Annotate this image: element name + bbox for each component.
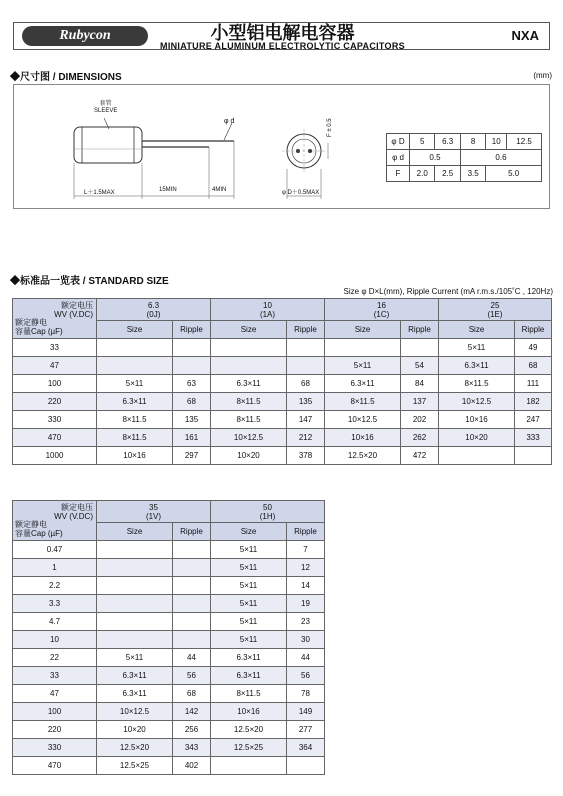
ripple-cell: 161	[173, 429, 211, 447]
voltage-code: (1H)	[259, 511, 276, 521]
capacitance-en: 容量Cap (µF)	[15, 529, 63, 538]
size-cell	[211, 757, 287, 775]
capacitance-cell: 470	[13, 757, 97, 775]
ripple-cell: 378	[287, 447, 325, 465]
rated-voltage-cn: 额定电压	[61, 503, 93, 512]
ripple-cell	[287, 757, 325, 775]
size-cell: 6.3×11	[97, 685, 173, 703]
capacitance-cell: 220	[13, 721, 97, 739]
size-cell	[211, 357, 287, 375]
capacitance-cell: 47	[13, 357, 97, 375]
rated-voltage-cn: 额定电压	[61, 301, 93, 310]
ripple-column-header: Ripple	[173, 321, 211, 339]
size-column-header: Size	[97, 321, 173, 339]
dim-cell: 0.5	[410, 150, 461, 166]
sleeve-label	[94, 101, 117, 115]
size-cell: 10×12.5	[439, 393, 515, 411]
size-column-header: Size	[211, 321, 287, 339]
pitch-label: F ± 0.5	[327, 118, 333, 137]
voltage-code: (1C)	[373, 309, 390, 319]
dim-cell: 6.3	[435, 134, 460, 150]
table-row	[13, 703, 325, 721]
capacitance-cell: 33	[13, 667, 97, 685]
ripple-cell: 56	[287, 667, 325, 685]
capacitance-cell: 220	[13, 393, 97, 411]
page-header	[13, 22, 550, 50]
dimensions-unit: (mm)	[533, 71, 552, 80]
rated-voltage-en: WV (V.DC)	[54, 512, 93, 521]
dim-cell: 12.5	[507, 134, 542, 150]
ripple-cell: 19	[287, 595, 325, 613]
ripple-cell	[173, 339, 211, 357]
capacitance-cell: 0.47	[13, 541, 97, 559]
table-row	[13, 541, 325, 559]
ripple-cell: 256	[173, 721, 211, 739]
capacitance-cn: 额定静电	[15, 318, 47, 327]
size-cell: 10×16	[97, 447, 173, 465]
ripple-cell: 135	[287, 393, 325, 411]
dimensions-heading: ◆尺寸图 / DIMENSIONS	[10, 72, 122, 83]
standard-size-note: Size φ D×L(mm), Ripple Current (mA r.m.s./105˚C , 120Hz)	[343, 287, 553, 296]
table-row	[13, 667, 325, 685]
size-cell: 10×20	[97, 721, 173, 739]
size-cell: 6.3×11	[97, 393, 173, 411]
ripple-cell: 297	[173, 447, 211, 465]
corner-header	[13, 299, 97, 339]
capacitance-cell: 22	[13, 649, 97, 667]
size-cell: 5×11	[325, 357, 401, 375]
table-row	[13, 357, 552, 375]
ripple-cell: 147	[287, 411, 325, 429]
dim-row-F	[387, 166, 542, 182]
standard-size-heading: ◆标准品一览表 / STANDARD SIZE	[10, 276, 169, 287]
ripple-cell	[401, 339, 439, 357]
size-cell: 10×12.5	[211, 429, 287, 447]
size-cell: 8×11.5	[439, 375, 515, 393]
capacitance-cell: 2.2	[13, 577, 97, 595]
standard-size-table-1	[12, 298, 552, 465]
size-cell: 5×11	[211, 541, 287, 559]
ripple-cell: 402	[173, 757, 211, 775]
table-row	[13, 375, 552, 393]
capacitance-cell: 100	[13, 375, 97, 393]
ripple-cell: 78	[287, 685, 325, 703]
dimension-table	[386, 133, 542, 182]
ripple-cell	[173, 595, 211, 613]
length-label: L＋1.5MAX	[84, 190, 115, 196]
ripple-cell	[515, 447, 552, 465]
title-english: MINIATURE ALUMINUM ELECTROLYTIC CAPACITORS	[160, 41, 405, 51]
capacitance-cell: 330	[13, 411, 97, 429]
voltage-code: (1E)	[487, 309, 503, 319]
size-cell: 10×16	[439, 411, 515, 429]
table-row	[13, 447, 552, 465]
ripple-cell: 30	[287, 631, 325, 649]
voltage-value: 50	[263, 502, 272, 512]
table-row	[13, 649, 325, 667]
ripple-cell: 472	[401, 447, 439, 465]
dim-cell: 5.0	[486, 166, 542, 182]
ripple-cell: 212	[287, 429, 325, 447]
capacitance-cell: 47	[13, 685, 97, 703]
voltage-header-row	[13, 299, 552, 321]
size-cell: 8×11.5	[97, 429, 173, 447]
size-cell: 6.3×11	[97, 667, 173, 685]
voltage-value: 35	[149, 502, 158, 512]
size-cell: 6.3×11	[211, 667, 287, 685]
size-cell: 5×11	[97, 649, 173, 667]
size-cell	[97, 595, 173, 613]
size-cell: 10×20	[439, 429, 515, 447]
voltage-value: 16	[377, 300, 386, 310]
dim-label: φ D	[387, 134, 410, 150]
capacitance-cell: 1	[13, 559, 97, 577]
size-cell	[439, 447, 515, 465]
size-cell	[97, 357, 173, 375]
ripple-cell: 247	[515, 411, 552, 429]
ripple-cell	[287, 357, 325, 375]
table-row	[13, 339, 552, 357]
size-cell: 5×11	[211, 595, 287, 613]
size-cell	[97, 541, 173, 559]
rated-voltage-label	[54, 301, 93, 319]
ripple-cell: 12	[287, 559, 325, 577]
size-cell: 12.5×25	[97, 757, 173, 775]
dim-cell: 2.0	[410, 166, 435, 182]
capacitance-cell: 470	[13, 429, 97, 447]
dim-cell: 2.5	[435, 166, 460, 182]
rated-voltage-label	[54, 503, 93, 521]
rated-voltage-en: WV (V.DC)	[54, 310, 93, 319]
size-cell: 6.3×11	[211, 375, 287, 393]
size-cell: 12.5×20	[97, 739, 173, 757]
voltage-header	[97, 501, 211, 523]
ripple-cell: 14	[287, 577, 325, 595]
size-cell: 6.3×11	[211, 649, 287, 667]
size-cell: 5×11	[211, 631, 287, 649]
dim-cell: 8	[460, 134, 485, 150]
capacitance-cell: 10	[13, 631, 97, 649]
voltage-value: 25	[490, 300, 500, 310]
size-cell: 5×11	[211, 613, 287, 631]
ripple-cell: 63	[173, 375, 211, 393]
ripple-cell: 142	[173, 703, 211, 721]
rubycon-logo: Rubycon	[22, 26, 148, 46]
size-cell: 5×11	[97, 375, 173, 393]
ripple-cell	[287, 339, 325, 357]
dim-cell: 3.5	[460, 166, 485, 182]
dim-row-phiD	[387, 134, 542, 150]
size-cell: 8×11.5	[97, 411, 173, 429]
size-cell	[97, 559, 173, 577]
table-row	[13, 559, 325, 577]
ripple-cell: 84	[401, 375, 439, 393]
lead-length-label: 15MIN	[159, 187, 177, 193]
diameter-label: φ D＋0.5MAX	[282, 190, 320, 196]
sleeve-label-en: SLEEVE	[94, 108, 118, 114]
size-cell: 8×11.5	[211, 393, 287, 411]
ripple-cell: 68	[173, 393, 211, 411]
ripple-cell	[173, 631, 211, 649]
corner-header	[13, 501, 97, 541]
ripple-cell	[173, 559, 211, 577]
voltage-value: 6.3	[147, 300, 160, 310]
dim-cell: 5	[410, 134, 435, 150]
dim-label: φ d	[387, 150, 410, 166]
size-cell: 10×12.5	[325, 411, 401, 429]
ripple-cell: 44	[173, 649, 211, 667]
size-cell: 5×11	[439, 339, 515, 357]
ripple-column-header: Ripple	[287, 523, 325, 541]
voltage-value: 10	[263, 300, 272, 310]
table-row	[13, 595, 325, 613]
size-cell	[97, 339, 173, 357]
ripple-cell	[173, 577, 211, 595]
series-code: NXA	[511, 28, 539, 43]
size-column-header: Size	[325, 321, 401, 339]
size-column-header: Size	[439, 321, 515, 339]
size-cell: 5×11	[211, 559, 287, 577]
ripple-cell: 135	[173, 411, 211, 429]
voltage-header	[325, 299, 439, 321]
ripple-cell: 68	[173, 685, 211, 703]
lead-diameter-label: φ d	[224, 118, 235, 125]
size-cell: 6.3×11	[325, 375, 401, 393]
capacitance-label	[15, 520, 63, 538]
table-row	[13, 721, 325, 739]
size-cell: 8×11.5	[211, 411, 287, 429]
table-row	[13, 429, 552, 447]
size-cell: 10×16	[211, 703, 287, 721]
voltage-header	[97, 299, 211, 321]
ripple-cell: 54	[401, 357, 439, 375]
ripple-cell: 7	[287, 541, 325, 559]
size-column-header: Size	[211, 523, 287, 541]
ripple-cell: 149	[287, 703, 325, 721]
table-row	[13, 685, 325, 703]
ripple-cell: 202	[401, 411, 439, 429]
size-cell	[97, 631, 173, 649]
dim-label: F	[387, 166, 410, 182]
capacitance-label	[15, 318, 63, 336]
dim-row-phid	[387, 150, 542, 166]
standard-size-table-2	[12, 500, 325, 775]
voltage-code: (1A)	[259, 309, 276, 319]
voltage-header	[211, 501, 325, 523]
size-cell	[325, 339, 401, 357]
size-cell: 12.5×20	[325, 447, 401, 465]
size-cell: 12.5×25	[211, 739, 287, 757]
size-cell	[97, 613, 173, 631]
voltage-code: (0J)	[146, 309, 161, 319]
capacitance-cell: 4.7	[13, 613, 97, 631]
table-row	[13, 739, 325, 757]
ripple-column-header: Ripple	[401, 321, 439, 339]
title-chinese: 小型铝电解电容器	[210, 23, 355, 43]
ripple-cell: 23	[287, 613, 325, 631]
ripple-cell: 182	[515, 393, 552, 411]
size-cell: 8×11.5	[325, 393, 401, 411]
table-row	[13, 393, 552, 411]
table-row	[13, 411, 552, 429]
table-row	[13, 757, 325, 775]
ripple-cell: 343	[173, 739, 211, 757]
voltage-header	[439, 299, 552, 321]
size-cell: 8×11.5	[211, 685, 287, 703]
capacitance-cell: 33	[13, 339, 97, 357]
size-cell	[97, 577, 173, 595]
table-row	[13, 613, 325, 631]
ripple-cell: 137	[401, 393, 439, 411]
ripple-cell	[173, 613, 211, 631]
size-column-header: Size	[97, 523, 173, 541]
ripple-cell: 333	[515, 429, 552, 447]
capacitance-cell: 100	[13, 703, 97, 721]
capacitance-cell: 3.3	[13, 595, 97, 613]
ripple-column-header: Ripple	[173, 523, 211, 541]
dim-cell: 10	[486, 134, 507, 150]
dimensions-box	[13, 84, 550, 209]
capacitance-cell: 1000	[13, 447, 97, 465]
ripple-cell: 262	[401, 429, 439, 447]
size-cell: 12.5×20	[211, 721, 287, 739]
voltage-header	[211, 299, 325, 321]
ripple-cell: 49	[515, 339, 552, 357]
size-cell: 10×20	[211, 447, 287, 465]
ripple-cell: 68	[287, 375, 325, 393]
size-cell: 6.3×11	[439, 357, 515, 375]
size-cell	[211, 339, 287, 357]
size-cell: 10×16	[325, 429, 401, 447]
ripple-cell: 111	[515, 375, 552, 393]
table-row	[13, 577, 325, 595]
ripple-cell	[173, 357, 211, 375]
ripple-cell: 68	[515, 357, 552, 375]
size-cell: 5×11	[211, 577, 287, 595]
capacitance-cell: 330	[13, 739, 97, 757]
ripple-cell	[173, 541, 211, 559]
lead-min-label: 4MIN	[212, 187, 227, 193]
capacitance-cn: 额定静电	[15, 520, 47, 529]
ripple-cell: 56	[173, 667, 211, 685]
voltage-code: (1V)	[145, 511, 162, 521]
capacitance-en: 容量Cap (µF)	[15, 327, 63, 336]
ripple-cell: 364	[287, 739, 325, 757]
ripple-cell: 277	[287, 721, 325, 739]
size-cell: 10×12.5	[97, 703, 173, 721]
table-row	[13, 631, 325, 649]
sleeve-label-cn: 套管	[99, 101, 112, 107]
dim-cell: 0.6	[460, 150, 541, 166]
ripple-cell: 44	[287, 649, 325, 667]
voltage-header-row	[13, 501, 325, 523]
ripple-column-header: Ripple	[515, 321, 552, 339]
ripple-column-header: Ripple	[287, 321, 325, 339]
